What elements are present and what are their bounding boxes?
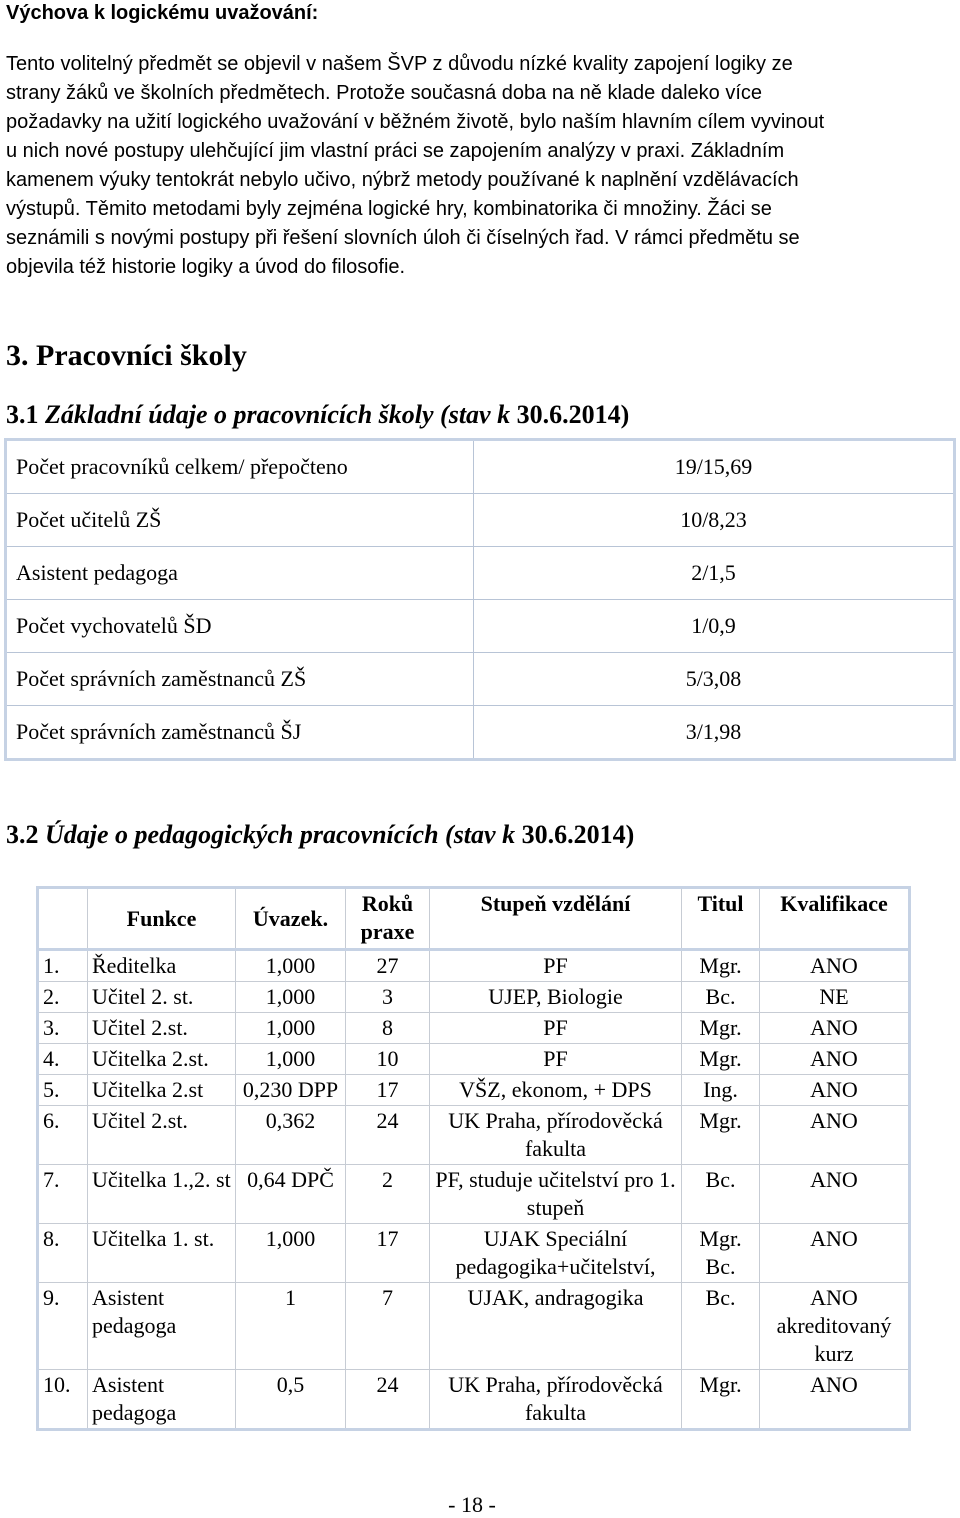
intro-paragraph bbox=[6, 50, 954, 282]
row-kvalifikace: ANO akreditovaný kurz bbox=[760, 1283, 910, 1370]
row-funkce: Ředitelka bbox=[88, 950, 236, 982]
row-vzdelani: UK Praha, přírodověcká fakulta bbox=[430, 1370, 682, 1430]
row-kvalifikace: ANO bbox=[760, 1106, 910, 1165]
table-row bbox=[6, 653, 955, 706]
row-uvazek: 1,000 bbox=[236, 1224, 346, 1283]
intro-line: u nich nové postupy ulehčující jim vlastní práci se zapojením analýzy v praxi. Základním bbox=[6, 140, 785, 162]
row-funkce: Učitel 2.st. bbox=[88, 1106, 236, 1165]
section-3-2-date: 30.6.2014) bbox=[521, 820, 635, 849]
row-vzdelani: PF bbox=[430, 1044, 682, 1075]
row-roku: 2 bbox=[346, 1165, 430, 1224]
row-vzdelani: UK Praha, přírodověcká fakulta bbox=[430, 1106, 682, 1165]
page-number: - 18 - bbox=[448, 1492, 496, 1517]
row-roku: 3 bbox=[346, 982, 430, 1013]
row-vzdelani: UJAK Speciální pedagogika+učitelství, bbox=[430, 1224, 682, 1283]
row-roku: 8 bbox=[346, 1013, 430, 1044]
header-titul: Titul bbox=[682, 888, 760, 950]
row-titul: Bc. bbox=[682, 982, 760, 1013]
row-roku: 27 bbox=[346, 950, 430, 982]
row-uvazek: 1,000 bbox=[236, 1013, 346, 1044]
row-titul: Mgr. bbox=[682, 1013, 760, 1044]
row-number: 3. bbox=[38, 1013, 88, 1044]
row-kvalifikace: ANO bbox=[760, 1370, 910, 1430]
row-number: 1. bbox=[38, 950, 88, 982]
row-funkce: Učitel 2. st. bbox=[88, 982, 236, 1013]
row-uvazek: 1 bbox=[236, 1283, 346, 1370]
summary-label: Počet správních zaměstnanců ŠJ bbox=[6, 706, 474, 760]
table-row bbox=[38, 1283, 910, 1370]
row-number: 8. bbox=[38, 1224, 88, 1283]
section-3-1-title bbox=[6, 398, 629, 432]
row-funkce: Asistent pedagoga bbox=[88, 1283, 236, 1370]
section-heading-logic: Výchova k logickému uvažování: bbox=[6, 2, 319, 24]
table-row bbox=[38, 950, 910, 982]
intro-line: výstupů. Těmito metodami byly zejména logické hry, kombinatorika či množiny. Žáci se bbox=[6, 198, 772, 220]
row-funkce: Učitelka 1.,2. st bbox=[88, 1165, 236, 1224]
summary-value: 3/1,98 bbox=[474, 706, 955, 760]
row-kvalifikace: ANO bbox=[760, 1044, 910, 1075]
header-kvalifikace: Kvalifikace bbox=[760, 888, 910, 950]
teachers-table bbox=[36, 886, 911, 1431]
table-row bbox=[6, 440, 955, 494]
section-3-1-text: Základní údaje o pracovnících školy (stav k bbox=[45, 400, 517, 429]
table-row bbox=[38, 1165, 910, 1224]
summary-value: 10/8,23 bbox=[474, 494, 955, 547]
header-uvazek: Úvazek. bbox=[236, 888, 346, 950]
row-kvalifikace: ANO bbox=[760, 1013, 910, 1044]
summary-label: Počet správních zaměstnanců ZŠ bbox=[6, 653, 474, 706]
row-uvazek: 0,64 DPČ bbox=[236, 1165, 346, 1224]
summary-label: Počet pracovníků celkem/ přepočteno bbox=[6, 440, 474, 494]
row-funkce: Asistent pedagoga bbox=[88, 1370, 236, 1430]
row-uvazek: 1,000 bbox=[236, 1044, 346, 1075]
section-3-1-date: 30.6.2014) bbox=[516, 400, 630, 429]
row-number: 5. bbox=[38, 1075, 88, 1106]
row-roku: 10 bbox=[346, 1044, 430, 1075]
summary-value: 1/0,9 bbox=[474, 600, 955, 653]
header-roku: Roků praxe bbox=[346, 888, 430, 950]
row-titul: Mgr. bbox=[682, 950, 760, 982]
section-3-1-number: 3.1 bbox=[6, 400, 45, 429]
staff-summary-table bbox=[4, 438, 956, 761]
row-funkce: Učitel 2.st. bbox=[88, 1013, 236, 1044]
row-roku: 7 bbox=[346, 1283, 430, 1370]
table-row bbox=[38, 1075, 910, 1106]
header-funkce: Funkce bbox=[88, 888, 236, 950]
table-row bbox=[6, 547, 955, 600]
row-titul: Bc. bbox=[682, 1283, 760, 1370]
row-funkce: Učitelka 2.st bbox=[88, 1075, 236, 1106]
row-vzdelani: PF, studuje učitelství pro 1. stupeň bbox=[430, 1165, 682, 1224]
intro-line: kamenem výuky tentokrát nebylo učivo, nýbrž metody používané k naplnění vzdělávacích bbox=[6, 169, 799, 191]
table-row bbox=[38, 1106, 910, 1165]
row-funkce: Učitelka 1. st. bbox=[88, 1224, 236, 1283]
row-roku: 24 bbox=[346, 1106, 430, 1165]
row-vzdelani: PF bbox=[430, 1013, 682, 1044]
table-row bbox=[6, 706, 955, 760]
row-roku: 24 bbox=[346, 1370, 430, 1430]
row-number: 10. bbox=[38, 1370, 88, 1430]
table-row bbox=[38, 1224, 910, 1283]
intro-line: Tento volitelný předmět se objevil v našem ŠVP z důvodu nízké kvality zapojení logiky ze bbox=[6, 53, 793, 75]
table-row bbox=[38, 1044, 910, 1075]
table-row bbox=[38, 1013, 910, 1044]
intro-line: seznámili s novými postupy při řešení slovních úloh či číselných řad. V rámci předmětu se bbox=[6, 227, 800, 249]
row-kvalifikace: ANO bbox=[760, 950, 910, 982]
row-funkce: Učitelka 2.st. bbox=[88, 1044, 236, 1075]
row-titul: Ing. bbox=[682, 1075, 760, 1106]
row-number: 2. bbox=[38, 982, 88, 1013]
section-3-title: 3. Pracovníci školy bbox=[6, 339, 247, 372]
section-3-2-title bbox=[6, 818, 634, 852]
row-number: 4. bbox=[38, 1044, 88, 1075]
row-titul: Bc. bbox=[682, 1165, 760, 1224]
row-kvalifikace: ANO bbox=[760, 1224, 910, 1283]
summary-value: 5/3,08 bbox=[474, 653, 955, 706]
row-uvazek: 1,000 bbox=[236, 982, 346, 1013]
row-number: 9. bbox=[38, 1283, 88, 1370]
row-number: 6. bbox=[38, 1106, 88, 1165]
row-titul: Mgr. Bc. bbox=[682, 1224, 760, 1283]
row-uvazek: 1,000 bbox=[236, 950, 346, 982]
intro-line: objevila též historie logiky a úvod do filosofie. bbox=[6, 256, 406, 278]
row-vzdelani: VŠZ, ekonom, + DPS bbox=[430, 1075, 682, 1106]
summary-label: Počet vychovatelů ŠD bbox=[6, 600, 474, 653]
summary-label: Počet učitelů ZŠ bbox=[6, 494, 474, 547]
row-uvazek: 0,362 bbox=[236, 1106, 346, 1165]
row-uvazek: 0,5 bbox=[236, 1370, 346, 1430]
row-vzdelani: UJAK, andragogika bbox=[430, 1283, 682, 1370]
row-kvalifikace: ANO bbox=[760, 1165, 910, 1224]
table-row bbox=[38, 982, 910, 1013]
table-row bbox=[38, 1370, 910, 1430]
row-number: 7. bbox=[38, 1165, 88, 1224]
row-kvalifikace: ANO bbox=[760, 1075, 910, 1106]
row-titul: Mgr. bbox=[682, 1106, 760, 1165]
summary-label: Asistent pedagoga bbox=[6, 547, 474, 600]
row-roku: 17 bbox=[346, 1075, 430, 1106]
section-3-2-number: 3.2 bbox=[6, 820, 45, 849]
intro-line: strany žáků ve školních předmětech. Protože současná doba na ně klade daleko více bbox=[6, 82, 763, 104]
row-titul: Mgr. bbox=[682, 1370, 760, 1430]
row-roku: 17 bbox=[346, 1224, 430, 1283]
row-uvazek: 0,230 DPP bbox=[236, 1075, 346, 1106]
summary-value: 2/1,5 bbox=[474, 547, 955, 600]
summary-value: 19/15,69 bbox=[474, 440, 955, 494]
table-row bbox=[6, 494, 955, 547]
row-vzdelani: PF bbox=[430, 950, 682, 982]
row-kvalifikace: NE bbox=[760, 982, 910, 1013]
row-titul: Mgr. bbox=[682, 1044, 760, 1075]
intro-line: požadavky na užití logického uvažování v běžném životě, bylo naším hlavním cílem vyvinout bbox=[6, 111, 825, 133]
section-3-2-text: Údaje o pedagogických pracovnících (stav k bbox=[45, 820, 522, 849]
row-vzdelani: UJEP, Biologie bbox=[430, 982, 682, 1013]
table-header-row bbox=[38, 888, 910, 950]
table-row bbox=[6, 600, 955, 653]
header-vzdelani: Stupeň vzdělání bbox=[430, 888, 682, 950]
